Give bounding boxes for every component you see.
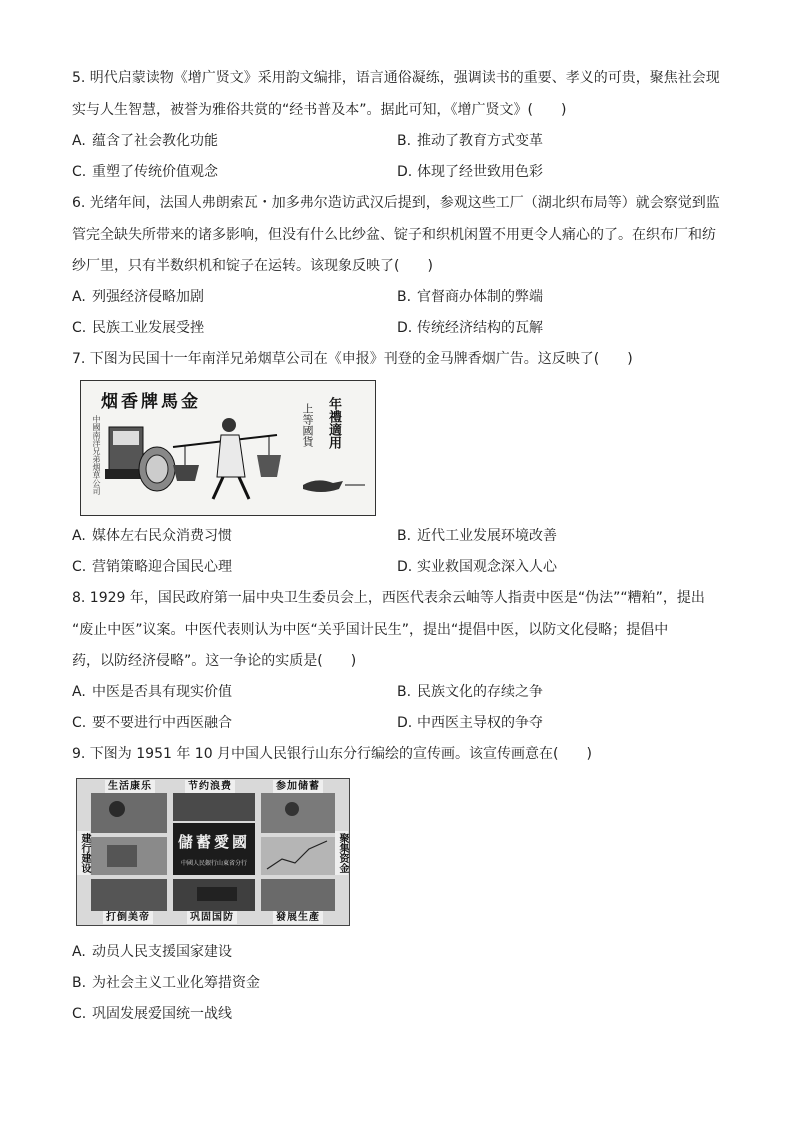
option-text: 中医是否具有现实价值 — [92, 684, 232, 700]
poster-label-top-right: 参加储蓄 — [273, 780, 323, 793]
poster-center-panel — [173, 823, 255, 875]
q5-option-a[interactable] — [72, 132, 218, 150]
q8-option-c[interactable] — [72, 714, 232, 732]
option-key: A. — [72, 944, 86, 960]
option-text: 列强经济侵略加剧 — [92, 289, 204, 305]
option-text: 为社会主义工业化筹措资金 — [92, 975, 260, 991]
option-text: 近代工业发展环境改善 — [417, 528, 557, 544]
q9-option-b[interactable] — [72, 974, 260, 992]
poster-label-bottom-left: 打倒美帝 — [103, 911, 153, 924]
option-key: D. — [397, 559, 413, 575]
option-key: A. — [72, 684, 86, 700]
savings-propaganda-poster-image — [76, 778, 350, 926]
option-key: C. — [72, 320, 87, 336]
q8-option-b[interactable] — [397, 683, 543, 701]
option-key: A. — [72, 528, 86, 544]
option-key: B. — [72, 975, 87, 991]
option-key: D. — [397, 715, 413, 731]
poster-label-top-left: 生活康乐 — [105, 780, 155, 793]
option-key: D. — [397, 320, 413, 336]
option-key: C. — [72, 715, 87, 731]
option-text: 传统经济结构的瓦解 — [417, 320, 543, 336]
option-key: A. — [72, 133, 86, 149]
option-text: 民族工业发展受挫 — [92, 320, 204, 336]
option-text: 重塑了传统价值观念 — [92, 164, 218, 180]
option-key: B. — [397, 289, 412, 305]
poster-label-right: 聚集资金 — [337, 833, 348, 873]
q7-option-b[interactable] — [397, 527, 557, 545]
q7-option-d[interactable] — [397, 558, 557, 576]
q7-option-c[interactable] — [72, 558, 232, 576]
q6-stem-line3: 纱厂里，只有半数织机和锭子在运转。该现象反映了( ) — [72, 258, 433, 274]
q9-option-c[interactable] — [72, 1005, 232, 1023]
q8-stem-line3: 药，以防经济侵略”。这一争论的实质是( ) — [72, 653, 357, 669]
option-text: 实业救国观念深入人心 — [417, 559, 557, 575]
option-key: A. — [72, 289, 86, 305]
ad-slogan-secondary: 上等國貨 — [301, 403, 314, 447]
q8-stem-line1: 8. 1929 年，国民政府第一届中央卫生委员会上，西医代表余云岫等人指责中医是“伪法”“糟粕”，提出 — [72, 590, 705, 606]
option-text: 推动了教育方式变革 — [417, 133, 543, 149]
poster-label-bottom-right: 發展生產 — [273, 911, 323, 924]
poster-center-title: 儲蓄愛國 — [177, 833, 250, 851]
option-text: 蕴含了社会教化功能 — [92, 133, 218, 149]
option-text: 体现了经世致用色彩 — [417, 164, 543, 180]
q8-option-a[interactable] — [72, 683, 232, 701]
option-key: C. — [72, 164, 87, 180]
option-text: 媒体左右民众消费习惯 — [92, 528, 232, 544]
ad-brand-title: 烟香牌馬金 — [101, 392, 201, 412]
ad-company-name: 中國南洋兄弟烟草公司 — [92, 415, 101, 495]
q7-stem-line1: 7. 下图为民国十一年南洋兄弟烟草公司在《申报》刊登的金马牌香烟广告。这反映了( ) — [72, 351, 633, 367]
q6-option-d[interactable] — [397, 319, 543, 337]
option-text: 民族文化的存续之争 — [417, 684, 543, 700]
ad-slogan: 年禮適用 — [326, 397, 341, 449]
option-text: 巩固发展爱国统一战线 — [92, 1006, 232, 1022]
option-key: B. — [397, 684, 412, 700]
q9-option-a[interactable] — [72, 943, 232, 961]
option-text: 中西医主导权的争夺 — [417, 715, 543, 731]
option-key: B. — [397, 528, 412, 544]
q5-option-c[interactable] — [72, 163, 218, 181]
option-text: 动员人民支援国家建设 — [92, 944, 232, 960]
q8-option-d[interactable] — [397, 714, 543, 732]
poster-label-left: 建行建设 — [79, 833, 90, 873]
option-key: C. — [72, 559, 87, 575]
q6-option-b[interactable] — [397, 288, 543, 306]
poster-label-bottom-center: 巩固国防 — [187, 911, 237, 924]
q5-option-b[interactable] — [397, 132, 543, 150]
option-text: 官督商办体制的弊端 — [417, 289, 543, 305]
ad-illustration — [81, 381, 375, 515]
q6-option-a[interactable] — [72, 288, 204, 306]
q7-option-a[interactable] — [72, 527, 232, 545]
q9-stem-line1: 9. 下图为 1951 年 10 月中国人民银行山东分行编绘的宣传画。该宣传画意在( ) — [72, 746, 592, 762]
option-key: C. — [72, 1006, 87, 1022]
option-key: B. — [397, 133, 412, 149]
option-text: 营销策略迎合国民心理 — [92, 559, 232, 575]
q6-stem-line1: 6. 光绪年间，法国人弗朗索瓦・加多弗尔造访武汉后提到，参观这些工厂（湖北织布局等）就会察觉到监 — [72, 195, 720, 211]
q6-option-c[interactable] — [72, 319, 204, 337]
q5-stem-line1: 5. 明代启蒙读物《增广贤文》采用韵文编排，语言通俗凝练，强调读书的重要、孝义的可贵，聚焦社会现 — [72, 70, 720, 86]
option-text: 要不要进行中西医融合 — [92, 715, 232, 731]
option-key: D. — [397, 164, 413, 180]
q5-stem-line2: 实与人生智慧，被誉为雅俗共赏的“经书普及本”。据此可知，《增广贤文》( ) — [72, 102, 567, 118]
q5-option-d[interactable] — [397, 163, 543, 181]
q8-stem-line2: “废止中医”议案。中医代表则认为中医“关乎国计民生”，提出“提倡中医，以防文化侵略；提倡中 — [72, 622, 669, 638]
q6-stem-line2: 管完全缺失所带来的诸多影响，但没有什么比纱盆、锭子和织机闲置不用更令人痛心的了。在织布厂和纺 — [72, 227, 716, 243]
cigarette-advertisement-image — [80, 380, 376, 516]
poster-center-subtitle: 中國人民銀行山東省分行 — [180, 860, 247, 867]
poster-label-top-center: 节约浪费 — [185, 780, 235, 793]
